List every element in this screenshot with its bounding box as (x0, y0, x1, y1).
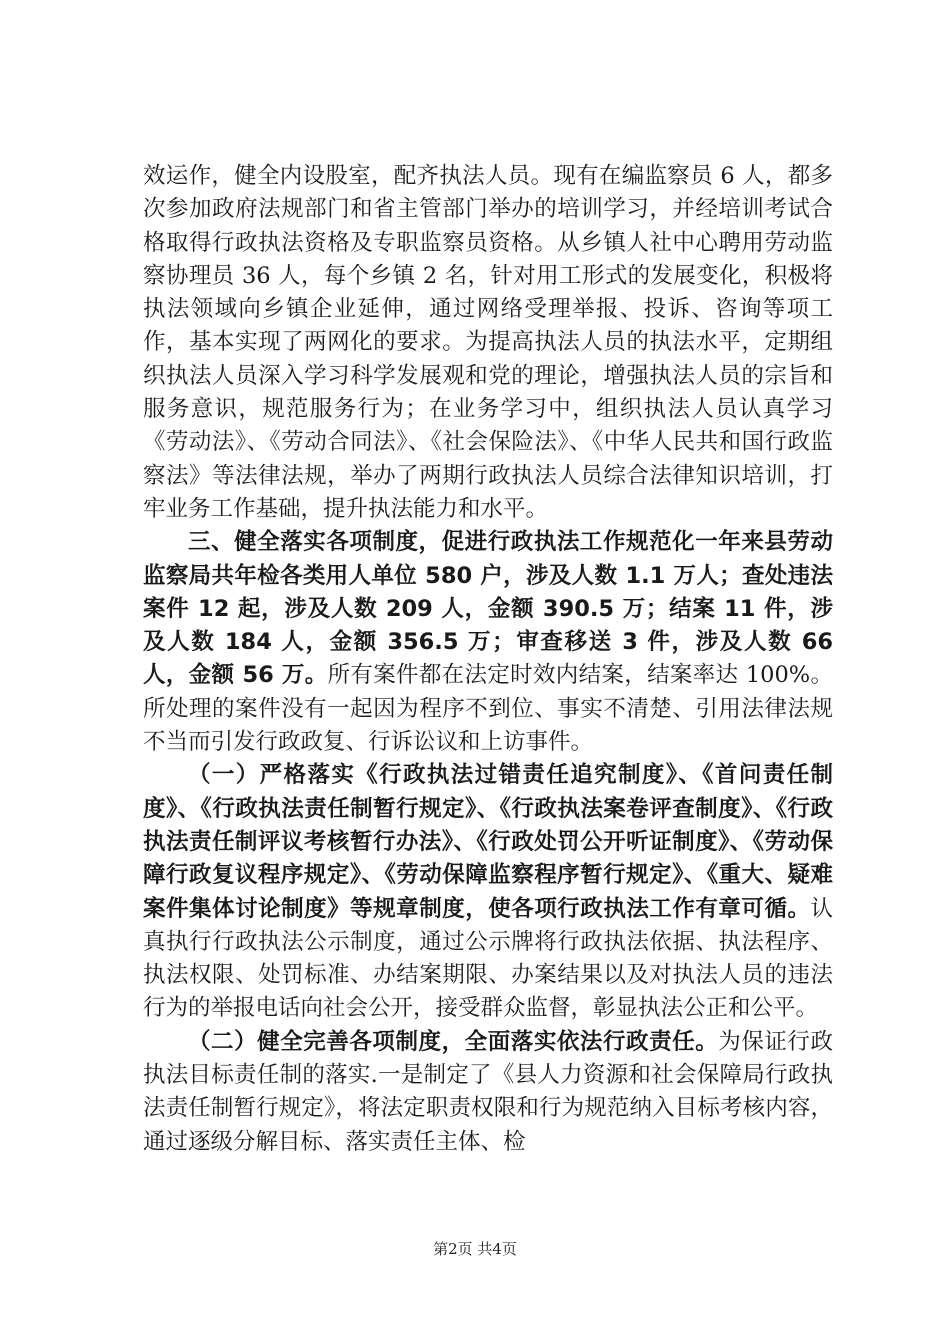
page-number-footer: 第2页 共4页 (433, 1240, 517, 1258)
section-three-heading: 三、健全落实各项制度，促进行政执法工作规范化一年来县劳动监察局共年检各类用人单位 580 户，涉及人数 1.1 万人；查处违法案件 12 起，涉及人数 209 人，金额 390.5 万；结案 11 件，涉及人数 184 人，金额 356.5 万；审查移送 3 件，涉及人数 66 人，金额 56 万。 (143, 529, 833, 689)
subsection-one-heading: （一）严格落实《行政执法过错责任追究制度》、《首问责任制度》、《行政执法责任制暂行规定》、《行政执法案卷评查制度》、《行政执法责任制评议考核暂行办法》、《行政处罚公开听证制度》、《劳动保障行政复议程序规定》、《劳动保障监察程序暂行规定》、《重大、疑难案件集体讨论制度》等规章制度，使各项行政执法工作有章可循。 (143, 762, 833, 922)
paragraph-staffing (143, 160, 833, 526)
subsection-two-text: 为保证行政执法目标责任制的落实.一是制定了《县人力资源和社会保障局行政执法责任制暂行规定》，将法定职责权限和行为规范纳入目标考核内容，通过逐级分解目标、落实责任主体、检 (143, 1028, 833, 1155)
paragraph-staffing-text: 效运作，健全内设股室，配齐执法人员。现有在编监察员 6 人，都多次参加政府法规部门和省主管部门举办的培训学习，并经培训考试合格取得行政执法资格及专职监察员资格。从乡镇人社中心聘用劳动监察协理员 36 人，每个乡镇 2 名，针对用工形式的发展变化，积极将执法领域向乡镇企业延伸，通过网络受理举报、投诉、咨询等项工作，基本实现了两网化的要求。为提高执法人员的执法水平，定期组织执法人员深入学习科学发展观和党的理论，增强执法人员的宗旨和服务意识，规范服务行为；在业务学习中，组织执法人员认真学习《劳动法》、《劳动合同法》、《社会保险法》、《中华人民共和国行政监察法》等法律法规，举办了两期行政执法人员综合法律知识培训，打牢业务工作基础，提升执法能力和水平。 (143, 163, 833, 522)
paragraph-subsection-one (143, 759, 833, 1025)
document-body (143, 160, 833, 1159)
paragraph-section-three (143, 526, 833, 759)
subsection-two-heading: （二）健全完善各项制度，全面落实依法行政责任。 (188, 1028, 719, 1055)
paragraph-subsection-two (143, 1026, 833, 1159)
section-three-text: 所有案件都在法定时效内结案，结案率达 100%。所处理的案件没有一起因为程序不到位、事实不清楚、引用法律法规不当而引发行政政复、行诉讼议和上访事件。 (143, 662, 833, 756)
subsection-one-text: 认真执行行政执法公示制度，通过公示牌将行政执法依据、执法程序、执法权限、处罚标准、办结案期限、办案结果以及对执法人员的违法行为的举报电话向社会公开，接受群众监督，彰显执法公正和公平。 (143, 895, 833, 1022)
